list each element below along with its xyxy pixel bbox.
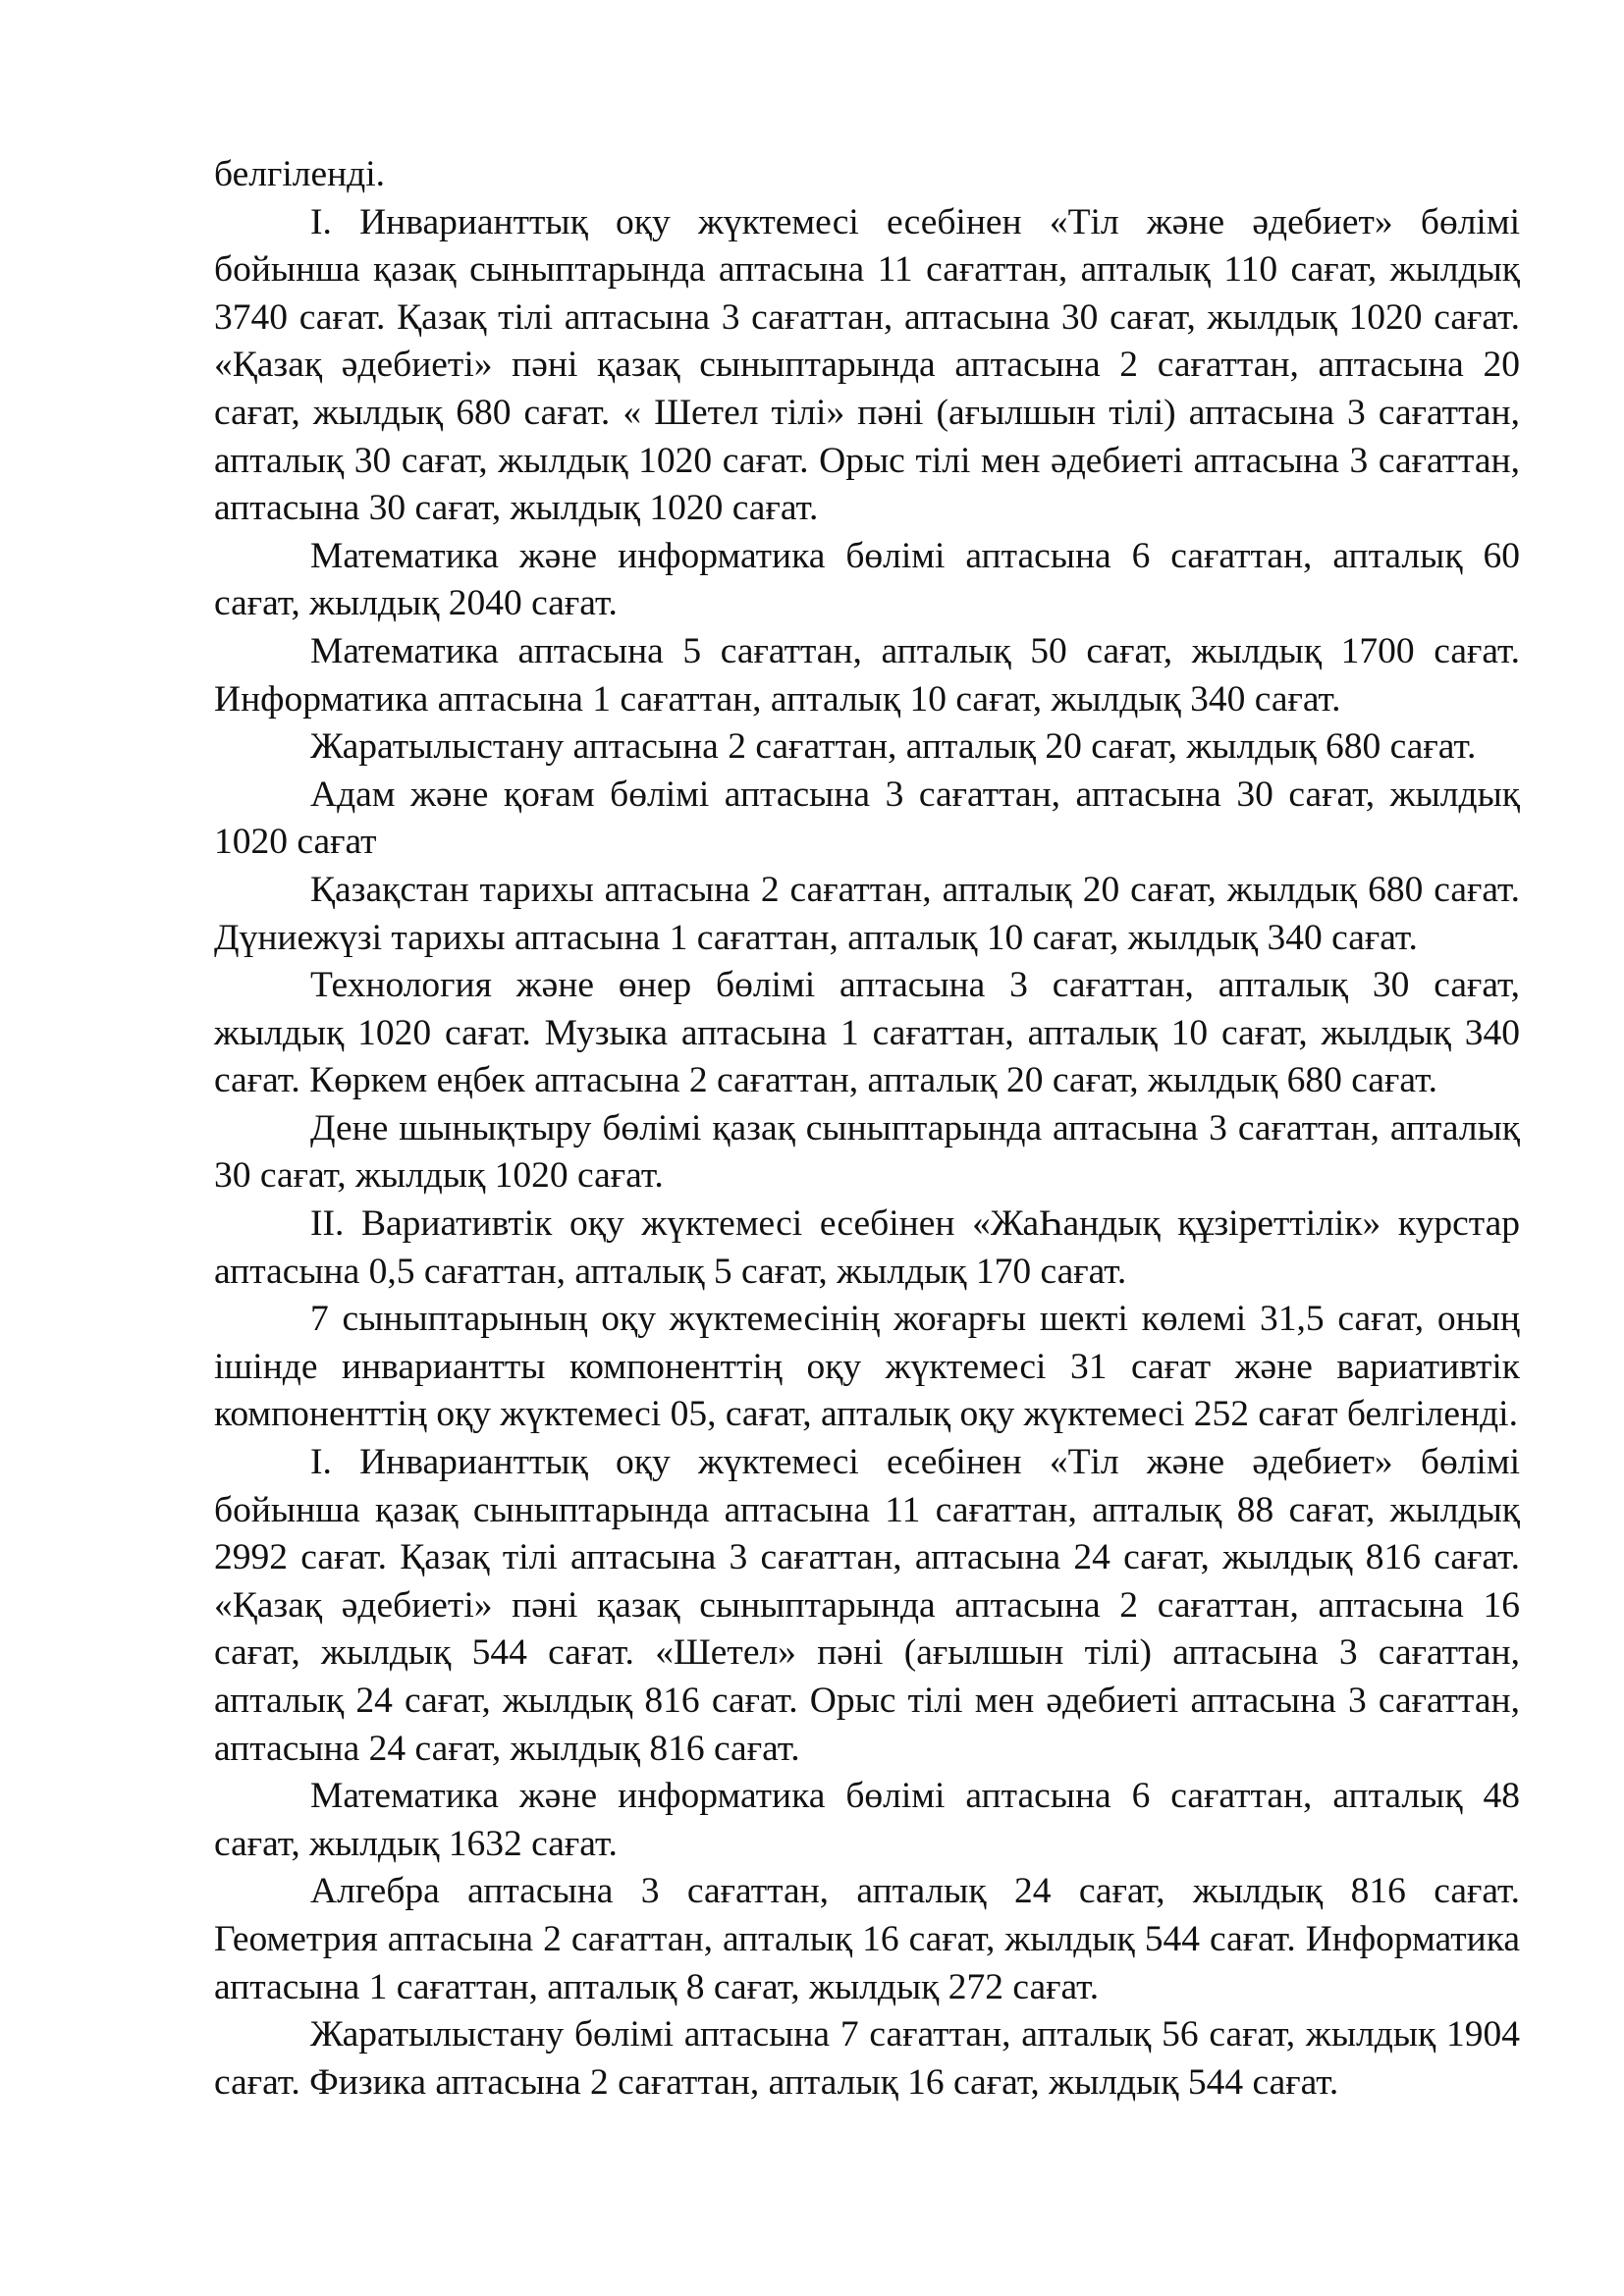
paragraph-grade-7-total: 7 сыныптарының оқу жүктемесінің жоғарғы шекті көлемі 31,5 сағат, оның ішінде инвариантты компоненттің оқу жүктемесі 31 сағат және вариативтік компоненттің оқу жүктемесі 05, сағат, апталық оқу жүктемесі 252 сағат белгіленді. — [214, 1299, 1520, 1435]
paragraph-history: Қазақстан тарихы аптасына 2 сағаттан, апталық 20 сағат, жылдық 680 сағат. Дүниежүзі тарихы аптасына 1 сағаттан, апталық 10 сағат, жылдық 340 сағат. — [214, 869, 1520, 958]
paragraph-natural-science: Жаратылыстану аптасына 2 сағаттан, апталық 20 сағат, жылдық 680 сағат. — [310, 726, 1477, 768]
paragraph-natural-science-physics: Жаратылыстану бөлімі аптасына 7 сағаттан, апталық 56 сағат, жылдық 1904 сағат. Физика аптасына 2 сағаттан, апталық 16 сағат, жылдық 544 сағат. — [214, 2014, 1520, 2103]
paragraph-math-informatics-section: Математика және информатика бөлімі аптасына 6 сағаттан, апталық 60 сағат, жылдық 2040 сағат. — [214, 535, 1520, 624]
paragraph-variative-load: II. Вариативтік оқу жүктемесі есебінен «ЖаҺандық құзіреттілік» курстар аптасына 0,5 сағаттан, апталық 5 сағат, жылдық 170 сағат. — [214, 1203, 1520, 1292]
paragraph-physical-education: Дене шынықтыру бөлімі қазақ сыныптарында аптасына 3 сағаттан, апталық 30 сағат, жылдық 1020 сағат. — [214, 1107, 1520, 1197]
paragraph-math-informatics-detail: Математика аптасына 5 сағаттан, апталық 50 сағат, жылдық 1700 сағат. Информатика аптасына 1 сағаттан, апталық 10 сағат, жылдық 340 сағат. — [214, 630, 1520, 720]
paragraph-invariant-language-grade-7: I. Инварианттық оқу жүктемесі есебінен «Тіл және әдебиет» бөлімі бойынша қазақ сыныптарында аптасына 11 сағаттан, апталық 88 сағат, жылдық 2992 сағат. Қазақ тілі аптасына 3 сағаттан, аптасына 24 сағат, жылдық 816 сағат. «Қазақ әдебиеті» пәні қазақ сыныптарында аптасына 2 сағаттан, аптасына 16 сағат, жылдық 544 сағат. «Шетел» пәні (ағылшын тілі) аптасына 3 сағаттан, апталық 24 сағат, жылдық 816 сағат. Орыс тілі мен әдебиеті аптасына 3 сағаттан, аптасына 24 сағат, жылдық 816 сағат. — [214, 1442, 1520, 1769]
paragraph-algebra-geometry-informatics: Алгебра аптасына 3 сағаттан, апталық 24 сағат, жылдық 816 сағат. Геометрия аптасына 2 сағаттан, апталық 16 сағат, жылдық 544 сағат. Информатика аптасына 1 сағаттан, апталық 8 сағат, жылдық 272 сағат. — [214, 1871, 1520, 2007]
paragraph-continuation: белгіленді. — [214, 154, 386, 194]
paragraph-technology-art: Технология және өнер бөлімі аптасына 3 сағаттан, апталық 30 сағат, жылдық 1020 сағат. Музыка аптасына 1 сағаттан, апталық 10 сағат, жылдық 340 сағат. Көркем еңбек аптасына 2 сағаттан, апталық 20 сағат, жылдық 680 сағат. — [214, 965, 1520, 1101]
paragraph-math-informatics-section-grade-7: Математика және информатика бөлімі аптасына 6 сағаттан, апталық 48 сағат, жылдық 1632 сағат. — [214, 1776, 1520, 1864]
paragraph-human-society: Адам және қоғам бөлімі аптасына 3 сағаттан, аптасына 30 сағат, жылдық 1020 сағат — [214, 774, 1520, 863]
paragraph-invariant-language-7-10: I. Инварианттық оқу жүктемесі есебінен «Тіл және әдебиет» бөлімі бойынша қазақ сыныптарында аптасына 11 сағаттан, апталық 110 сағат, жылдық 3740 сағат. Қазақ тілі аптасына 3 сағаттан, аптасына 30 сағат, жылдық 1020 сағат. «Қазақ әдебиеті» пәні қазақ сыныптарында аптасына 2 сағаттан, аптасына 20 сағат, жылдық 680 сағат. « Шетел тілі» пәні (ағылшын тілі) аптасына 3 сағаттан, апталық 30 сағат, жылдық 1020 сағат. Орыс тілі мен әдебиеті аптасына 3 сағаттан, аптасына 30 сағат, жылдық 1020 сағат. — [214, 201, 1520, 529]
document-page — [214, 151, 1520, 2107]
